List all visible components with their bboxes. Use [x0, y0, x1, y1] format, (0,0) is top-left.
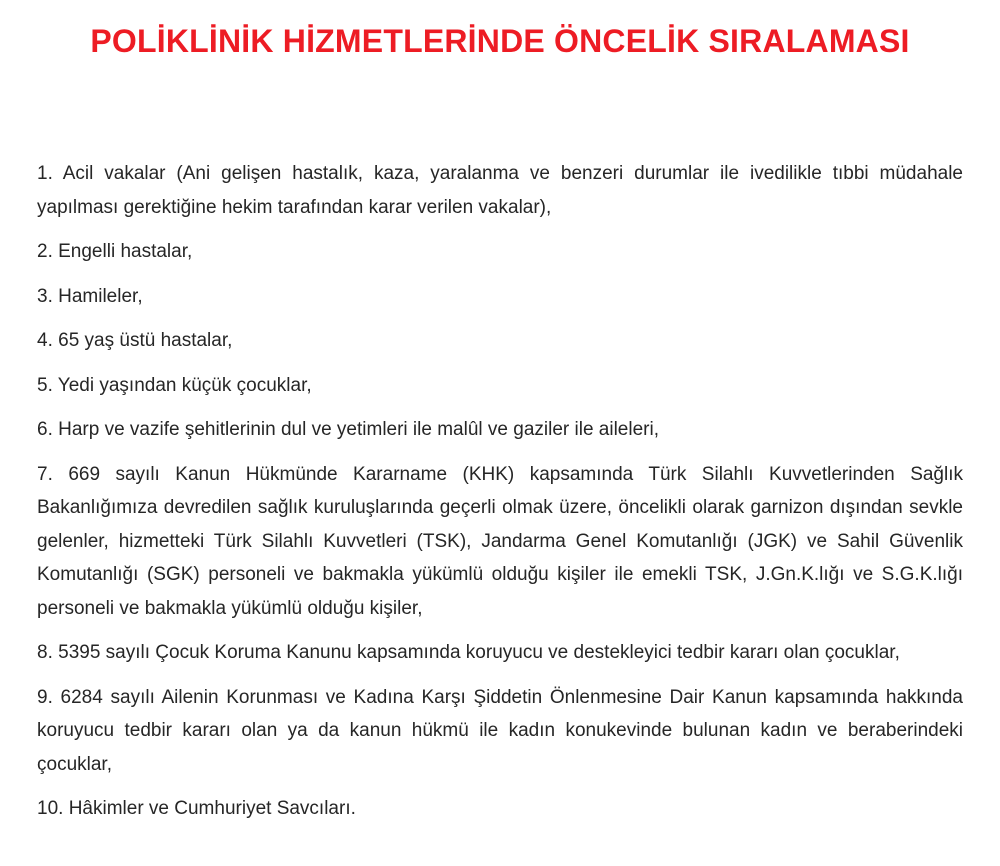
priority-item-10: 10. Hâkimler ve Cumhuriyet Savcıları. [37, 798, 356, 819]
priority-list [37, 157, 963, 826]
priority-item-8: 8. 5395 sayılı Çocuk Koruma Kanunu kapsamında koruyucu ve destekleyici tedbir kararı olan çocuklar, [37, 642, 900, 663]
priority-item-4: 4. 65 yaş üstü hastalar, [37, 330, 233, 351]
priority-item-3: 3. Hamileler, [37, 285, 143, 307]
priority-item-6: 6. Harp ve vazife şehitlerinin dul ve yetimleri ile malûl ve gaziler ile aileleri, [37, 419, 659, 440]
priority-item-7: 7. 669 sayılı Kanun Hükmünde Kararname (KHK) kapsamında Türk Silahlı Kuvvetlerinden Sağlık Bakanlığımıza devredilen sağlık kuruluşlarında geçerli olmak üzere, öncelikli olarak garnizon dışından sevkle gelenler, hizmetteki Türk Silahlı Kuvvetleri (TSK), Jandarma Genel Komutanlığı (JGK) ve Sahil Güvenlik Komutanlığı (SGK) personeli ve bakmakla yükümlü olduğu kişiler ile emekli TSK, J.Gn.K.lığı ve S.G.K.lığı personeli ve bakmakla yükümlü olduğu kişiler, [37, 463, 963, 619]
priority-item-9: 9. 6284 sayılı Ailenin Korunması ve Kadına Karşı Şiddetin Önlenmesine Dair Kanun kapsamında hakkında koruyucu tedbir kararı olan ya da kanun hükmü ile kadın konukevinde bulunan kadın ve beraberindeki çocuklar, [37, 686, 963, 775]
priority-item-1: 1. Acil vakalar (Ani gelişen hastalık, kaza, yaralanma ve benzeri durumlar ile ivedilikle tıbbi müdahale yapılması gerektiğine hekim tarafından karar verilen vakalar), [37, 163, 963, 218]
document-title: POLİKLİNİK HİZMETLERİNDE ÖNCELİK SIRALAMASI [90, 23, 910, 59]
priority-item-2: 2. Engelli hastalar, [37, 241, 193, 262]
priority-item-5: 5. Yedi yaşından küçük çocuklar, [37, 374, 312, 396]
